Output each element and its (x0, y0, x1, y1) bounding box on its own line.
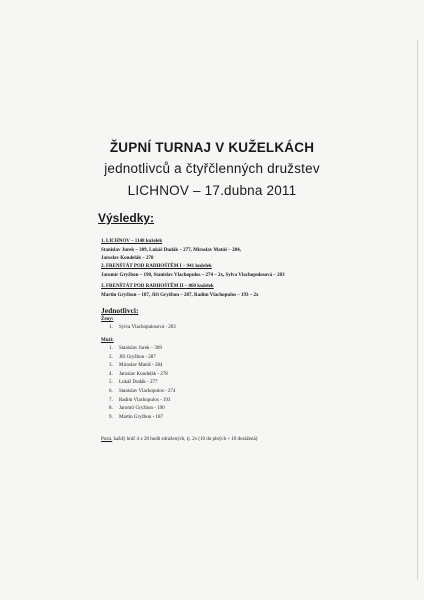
list-item: 9. Martin Gryžbon - 187 (109, 414, 164, 420)
women-list (109, 324, 176, 333)
team-name: 1. LICHNOV – 1148 kuželek (101, 239, 163, 244)
list-item: 3. Miroslav Matúš - 284 (109, 363, 163, 369)
individuals-heading: Jednotlivci: (101, 306, 139, 315)
team-players-line: Jaromír Gryžbon – 190, Stanislav Vlachopulos – 274 – 2x, Sylva Vlachopulosová – 203 (101, 272, 285, 278)
men-label: Muži: (101, 338, 114, 343)
results-heading: Výsledky: (98, 211, 155, 225)
list-item: 6. Stanislav Vlachopulos - 274 (109, 388, 176, 394)
scan-edge-line (417, 40, 418, 580)
team-result-1 (101, 238, 241, 264)
footnote-text: každý hráč 4 x 20 hodů sdružených, tj. 2x (10 do plných + 10 dorážená) (112, 437, 258, 442)
list-item: 1. Sylva Vlachopulosová - 203 (109, 325, 176, 330)
women-label: Ženy: (101, 317, 114, 322)
list-item: 7. Radim Vlachopulos - 193 (109, 397, 171, 403)
footnote (101, 437, 257, 442)
list-item: 1. Stanislav Jurek – 309 (109, 346, 162, 351)
list-item: 8. Jaromír Gryžbon - 190 (109, 406, 165, 412)
team-result-3 (101, 283, 259, 300)
footnote-label: Pozn. (101, 437, 113, 442)
title-line-1: ŽUPNÍ TURNAJ V KUŽELKÁCH (109, 140, 315, 155)
team-players-line: Jaroslav Koudelák – 278 (101, 256, 154, 262)
title-line-2: jednotlivců a čtyřčlenných družstev (104, 161, 320, 176)
team-name: 2. FRENŠTÁT POD RADHOŠTĚM I – 941 kuželek (101, 264, 212, 269)
title-line-3: LICHNOV – 17.dubna 2011 (127, 183, 297, 198)
list-item: 4. Jaroslav Koudelák - 278 (109, 371, 168, 377)
men-list (109, 345, 175, 422)
team-players-line: Martin Gryžbon – 187, Jiří Gryžbon – 287, Radim Vlachopulos – 193 – 2x (101, 292, 259, 298)
list-item: 5. Lukáš Dudák - 277 (109, 380, 158, 386)
list-item: 2. Jiří Gryžbon - 287 (109, 354, 156, 360)
team-name: 3. FRENŠTÁT POD RADHOŠTĚM II – 860 kuželek (101, 284, 214, 289)
team-result-2 (101, 263, 285, 280)
team-players-line: Stanislav Jurek – 309, Lukáš Dudák – 277, Miroslav Matúš – 284, (101, 247, 241, 253)
